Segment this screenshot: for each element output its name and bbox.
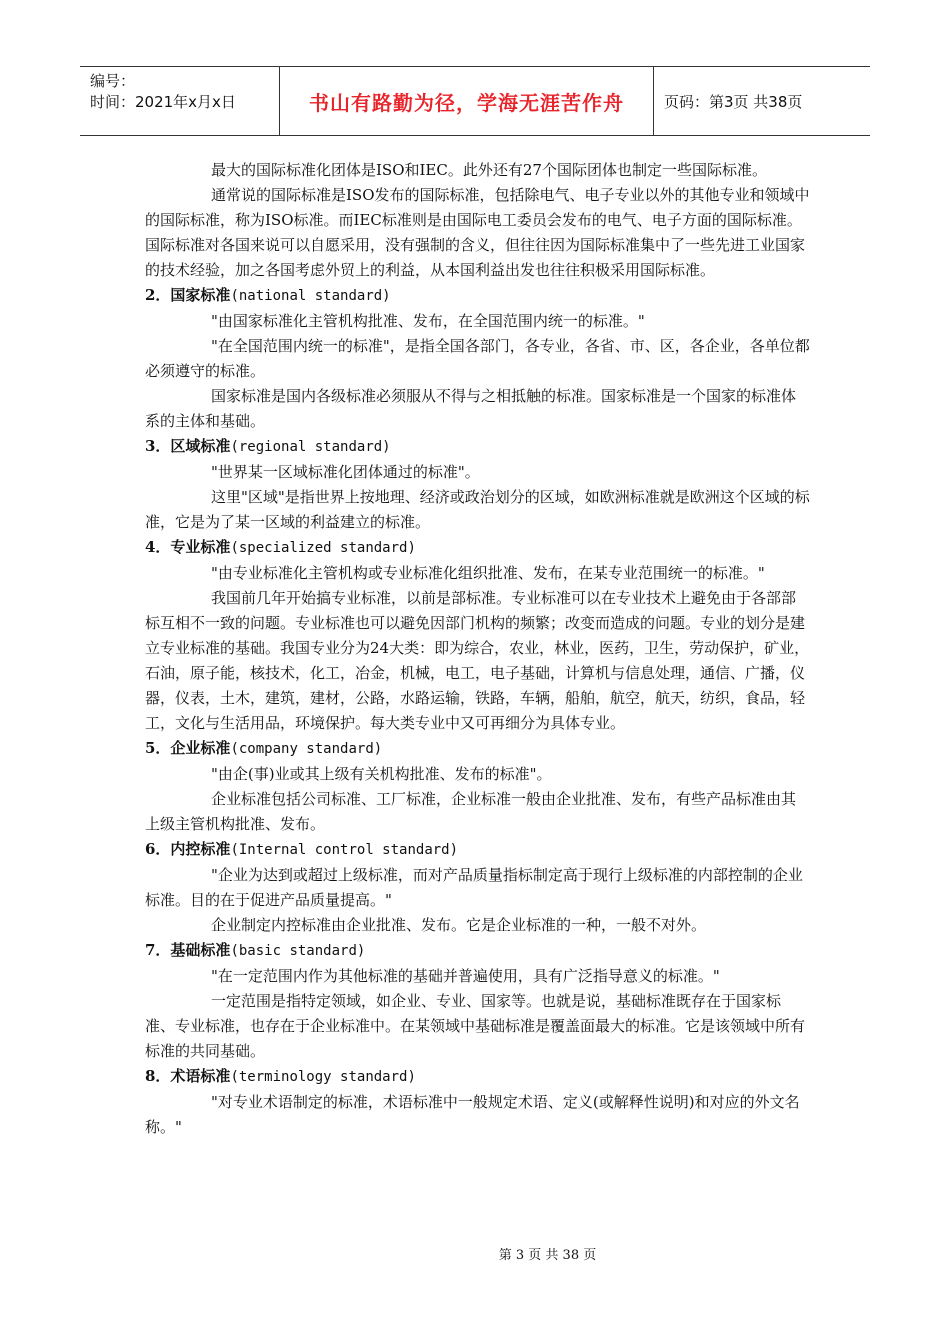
paragraph: 国家标准是国内各级标准必须服从不得与之相抵触的标准。国家标准是一个国家的标准体系的主体和基础。 [145,387,797,430]
page-footer: 第 3 页 共 38 页 [498,1248,597,1263]
section-heading-regional [145,434,810,460]
definition-quote: "由企(事)业或其上级有关机构批准、发布的标准"。 [211,765,552,783]
section-heading-english: (specialized standard) [230,540,416,556]
page-header [80,66,870,136]
paragraph: 这里"区域"是指世界上按地理、经济或政治划分的区域，如欧洲标准就是欧洲这个区域的标准，它是为了某一区域的利益建立的标准。 [145,488,810,531]
definition-quote: "在一定范围内作为其他标准的基础并普遍使用，具有广泛指导意义的标准。" [211,967,720,985]
section-heading-english: (basic standard) [230,943,366,959]
paragraph: "在全国范围内统一的标准"，是指全国各部门，各专业，各省、市、区，各企业，各单位都必须遵守的标准。 [145,337,810,380]
definition-quote: "企业为达到或超过上级标准，而对产品质量指标制定高于现行上级标准的内部控制的企业标准。目的在于促进产品质量提高。" [145,866,803,909]
paragraph: 企业制定内控标准由企业批准、发布。它是企业标准的一种，一般不对外。 [211,916,707,934]
section-heading-title: 2．国家标准 [145,286,231,304]
section-heading-title: 3．区域标准 [145,437,231,455]
paragraph: 通常说的国际标准是ISO发布的国际标准，包括除电气、电子专业以外的其他专业和领域中的国际标准，称为ISO标准。而IEC标准则是由国际电工委员会发布的电气、电子方面的国际标准。 国际标准对各国来说可以自愿采用，没有强制的含义，但往往因为国际标准集中了一些先进工业国家的技术经验，加之各国考虑外贸上的利益，从本国利益出发也往往积极采用国际标准。 [145,186,810,279]
section-heading-specialized [145,535,810,561]
document-date-label: 时间：2021年x月x日 [90,93,236,111]
section-heading-terminology [145,1064,810,1090]
section-heading-internal-control [145,837,810,863]
document-body [145,158,810,1140]
document-number-label: 编号： [90,72,136,90]
section-heading-title: 5．企业标准 [145,739,231,757]
paragraph: 企业标准包括公司标准、工厂标准，企业标准一般由企业批准、发布，有些产品标准由其上级主管机构批准、发布。 [145,790,797,833]
section-heading-english: (terminology standard) [230,1069,416,1085]
definition-quote: "由国家标准化主管机构批准、发布，在全国范围内统一的标准。" [211,312,645,330]
section-heading-title: 6．内控标准 [145,840,231,858]
definition-quote: "对专业术语制定的标准，术语标准中一般规定术语、定义(或解释性说明)和对应的外文名称。" [145,1093,800,1136]
section-heading-english: (company standard) [230,741,383,757]
section-heading-company [145,736,810,762]
section-heading-english: (national standard) [230,288,391,304]
section-heading-title: 4．专业标准 [145,538,231,556]
paragraph: 一定范围是指特定领域，如企业、专业、国家等。也就是说，基础标准既存在于国家标准、专业标准，也存在于企业标准中。在某领域中基础标准是覆盖面最大的标准。它是该领域中所有标准的共同基础。 [145,992,806,1060]
section-heading-english: (Internal control standard) [230,842,459,858]
section-heading-english: (regional standard) [230,439,391,455]
section-heading-title: 8．术语标准 [145,1067,231,1085]
paragraph: 我国前几年开始搞专业标准，以前是部标准。专业标准可以在专业技术上避免由于各部部标互相不一致的问题。专业标准也可以避免因部门机构的频繁；改变而造成的问题。专业的划分是建立专业标准的基础。我国专业分为24大类：即为综合，农业，林业，医药，卫生，劳动保护，矿业，石油，原子能，核技术，化工，冶金，机械，电工，电子基础，计算机与信息处理，通信、广播，仪器，仪表，土木，建筑，建材，公路，水路运输，铁路，车辆，船舶，航空，航天，纺织，食品，轻工，文化与生活用品，环境保护。每大类专业中又可再细分为具体专业。 [145,589,810,732]
header-page-label: 页码：第3页 共38页 [664,92,803,111]
section-heading-basic [145,938,810,964]
section-heading-national [145,283,810,309]
definition-quote: "由专业标准化主管机构或专业标准化组织批准、发布，在某专业范围统一的标准。" [211,564,765,582]
paragraph: 最大的国际标准化团体是ISO和IEC。此外还有27个国际团体也制定一些国际标准。 [211,161,767,179]
definition-quote: "世界某一区域标准化团体通过的标准"。 [211,463,480,481]
section-heading-title: 7．基础标准 [145,941,231,959]
header-meta [80,67,280,135]
header-motto: 书山有路勤为径，学海无涯苦作舟 [280,67,654,135]
